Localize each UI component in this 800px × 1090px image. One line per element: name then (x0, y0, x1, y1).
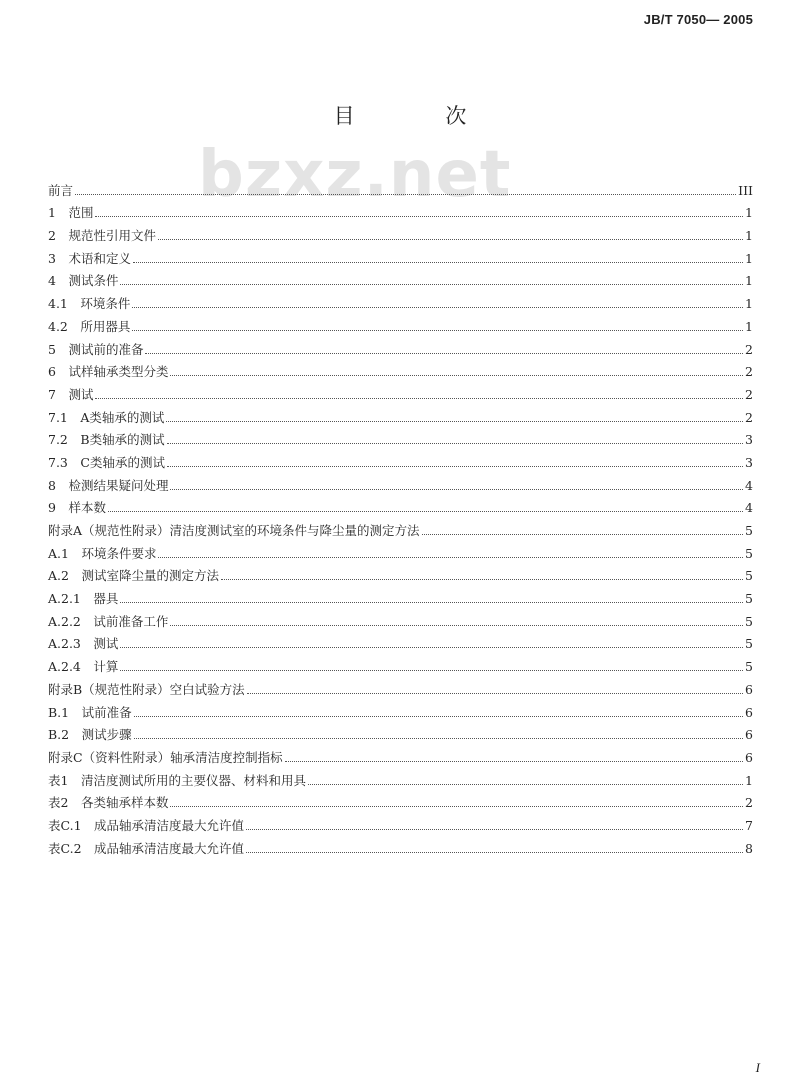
toc-entry-text: 4.2 所用器具 (48, 318, 131, 334)
toc-leader-dots (247, 693, 743, 694)
toc-entry-page: 6 (745, 749, 753, 765)
toc-entry-page: 2 (745, 364, 753, 380)
toc-entry-page: 5 (745, 545, 753, 561)
toc-entry-page: 2 (745, 386, 753, 402)
toc-entry-text: 2 规范性引用文件 (48, 228, 156, 244)
toc-entry-text: 表2 各类轴承样本数 (48, 795, 169, 811)
toc-list (48, 175, 753, 856)
toc-leader-dots (246, 852, 743, 853)
toc-entry[interactable] (48, 425, 753, 448)
toc-entry-text: 附录A（规范性附录）清洁度测试室的环境条件与降尘量的测定方法 (48, 523, 420, 538)
toc-entry[interactable] (48, 243, 753, 266)
toc-entry[interactable] (48, 311, 753, 334)
toc-entry-text: 7.2 B类轴承的测试 (48, 432, 165, 448)
toc-entry-page: 2 (745, 795, 753, 811)
toc-leader-dots (285, 761, 743, 762)
toc-leader-dots (145, 353, 743, 354)
toc-entry[interactable] (48, 810, 753, 833)
toc-leader-dots (120, 284, 743, 285)
toc-entry[interactable] (48, 379, 753, 402)
toc-entry-page: 1 (745, 772, 753, 788)
toc-leader-dots (95, 398, 743, 399)
toc-entry-page: 5 (745, 636, 753, 652)
toc-entry-text: 附录B（规范性附录）空白试验方法 (48, 681, 245, 697)
toc-leader-dots (422, 534, 743, 535)
toc-leader-dots (75, 194, 736, 195)
toc-entry[interactable] (48, 765, 753, 788)
toc-entry[interactable] (48, 447, 753, 470)
toc-entry-page: 3 (745, 432, 753, 448)
toc-title: 目 次 (333, 104, 509, 128)
toc-entry-page: 8 (745, 840, 753, 856)
toc-leader-dots (120, 602, 743, 603)
toc-entry-page: 2 (745, 341, 753, 357)
toc-entry-page: 4 (745, 500, 753, 516)
toc-entry-text: 9 样本数 (48, 500, 106, 516)
toc-leader-dots (308, 784, 743, 785)
standard-code: JB/T 7050— 2005 (643, 12, 753, 27)
toc-entry-text: 1 范围 (48, 205, 94, 221)
toc-entry-text: 附录C（资料性附录）轴承清洁度控制指标 (48, 749, 283, 765)
toc-entry[interactable] (48, 402, 753, 425)
toc-entry-text: 3 术语和定义 (48, 250, 131, 266)
toc-leader-dots (132, 307, 743, 308)
toc-entry-text: 6 试样轴承类型分类 (48, 364, 169, 380)
toc-entry-page: 1 (745, 318, 753, 334)
toc-entry[interactable] (48, 720, 753, 743)
toc-entry-page: 5 (745, 523, 753, 538)
toc-entry[interactable] (48, 833, 753, 856)
toc-entry-page: 7 (745, 817, 753, 833)
toc-leader-dots (120, 670, 743, 671)
toc-entry-page: III (738, 182, 753, 198)
toc-entry-text: 7 测试 (48, 386, 94, 402)
toc-leader-dots (170, 489, 743, 490)
toc-entry[interactable] (48, 606, 753, 629)
toc-leader-dots (120, 647, 743, 648)
toc-entry-page: 1 (745, 296, 753, 312)
toc-leader-dots (221, 579, 743, 580)
toc-leader-dots (246, 829, 743, 830)
toc-entry-page: 4 (745, 477, 753, 493)
toc-entry-text: 7.3 C类轴承的测试 (48, 454, 165, 470)
toc-leader-dots (170, 625, 743, 626)
toc-leader-dots (158, 557, 743, 558)
toc-entry-text: A.2 测试室降尘量的测定方法 (48, 568, 219, 584)
toc-entry[interactable] (48, 334, 753, 357)
toc-entry[interactable] (48, 220, 753, 243)
toc-entry[interactable] (48, 198, 753, 221)
toc-entry[interactable] (48, 583, 753, 606)
toc-entry[interactable] (48, 470, 753, 493)
toc-entry-text: A.2.1 器具 (48, 591, 119, 607)
toc-entry-page: 1 (745, 228, 753, 244)
toc-entry-page: 3 (745, 454, 753, 470)
toc-entry[interactable] (48, 288, 753, 311)
toc-entry-page: 1 (745, 205, 753, 221)
toc-leader-dots (167, 466, 743, 467)
toc-entry-page: 5 (745, 568, 753, 584)
toc-entry-page: 5 (745, 659, 753, 675)
toc-leader-dots (95, 216, 743, 217)
toc-entry[interactable] (48, 515, 753, 538)
toc-leader-dots (134, 716, 743, 717)
toc-entry[interactable] (48, 629, 753, 652)
toc-entry-text: A.1 环境条件要求 (48, 545, 157, 561)
toc-entry-page: 6 (745, 681, 753, 697)
toc-entry-page: 6 (745, 704, 753, 720)
toc-leader-dots (166, 421, 743, 422)
toc-leader-dots (170, 806, 743, 807)
toc-entry-text: A.2.4 计算 (48, 659, 119, 675)
toc-entry-text: 前言 (48, 182, 74, 198)
toc-entry-text: 4 测试条件 (48, 273, 119, 289)
toc-entry[interactable] (48, 651, 753, 674)
toc-entry-page: 2 (745, 409, 753, 425)
toc-entry[interactable] (48, 538, 753, 561)
page-number: I (755, 1060, 760, 1075)
toc-entry-page: 1 (745, 273, 753, 289)
toc-entry[interactable] (48, 175, 753, 198)
toc-leader-dots (167, 443, 743, 444)
toc-leader-dots (170, 375, 743, 376)
toc-entry[interactable] (48, 493, 753, 516)
watermark: bzxz.net (198, 138, 512, 212)
toc-leader-dots (158, 239, 743, 240)
toc-entry[interactable] (48, 266, 753, 289)
toc-entry-text: 4.1 环境条件 (48, 296, 131, 312)
toc-entry[interactable] (48, 742, 753, 765)
toc-entry-text: A.2.3 测试 (48, 636, 119, 652)
toc-entry-text: 8 检测结果疑问处理 (48, 477, 169, 493)
toc-entry[interactable] (48, 697, 753, 720)
toc-entry-page: 5 (745, 613, 753, 629)
toc-entry-text: 表C.2 成品轴承清洁度最大允许值 (48, 840, 245, 856)
toc-entry-text: 5 测试前的准备 (48, 341, 144, 357)
toc-entry[interactable] (48, 674, 753, 697)
toc-entry-text: 表1 清洁度测试所用的主要仪器、材料和用具 (48, 772, 306, 788)
toc-entry-text: B.2 测试步骤 (48, 727, 132, 743)
toc-entry-text: A.2.2 试前准备工作 (48, 613, 169, 629)
toc-entry-page: 6 (745, 727, 753, 743)
toc-leader-dots (132, 330, 743, 331)
toc-entry-page: 1 (745, 250, 753, 266)
toc-entry[interactable] (48, 357, 753, 380)
toc-entry-page: 5 (745, 591, 753, 607)
toc-leader-dots (108, 511, 743, 512)
toc-entry[interactable] (48, 788, 753, 811)
toc-leader-dots (133, 262, 743, 263)
toc-leader-dots (134, 738, 743, 739)
toc-entry-text: B.1 试前准备 (48, 704, 132, 720)
toc-entry-text: 表C.1 成品轴承清洁度最大允许值 (48, 817, 245, 833)
toc-entry[interactable] (48, 561, 753, 584)
toc-entry-text: 7.1 A类轴承的测试 (48, 409, 165, 425)
